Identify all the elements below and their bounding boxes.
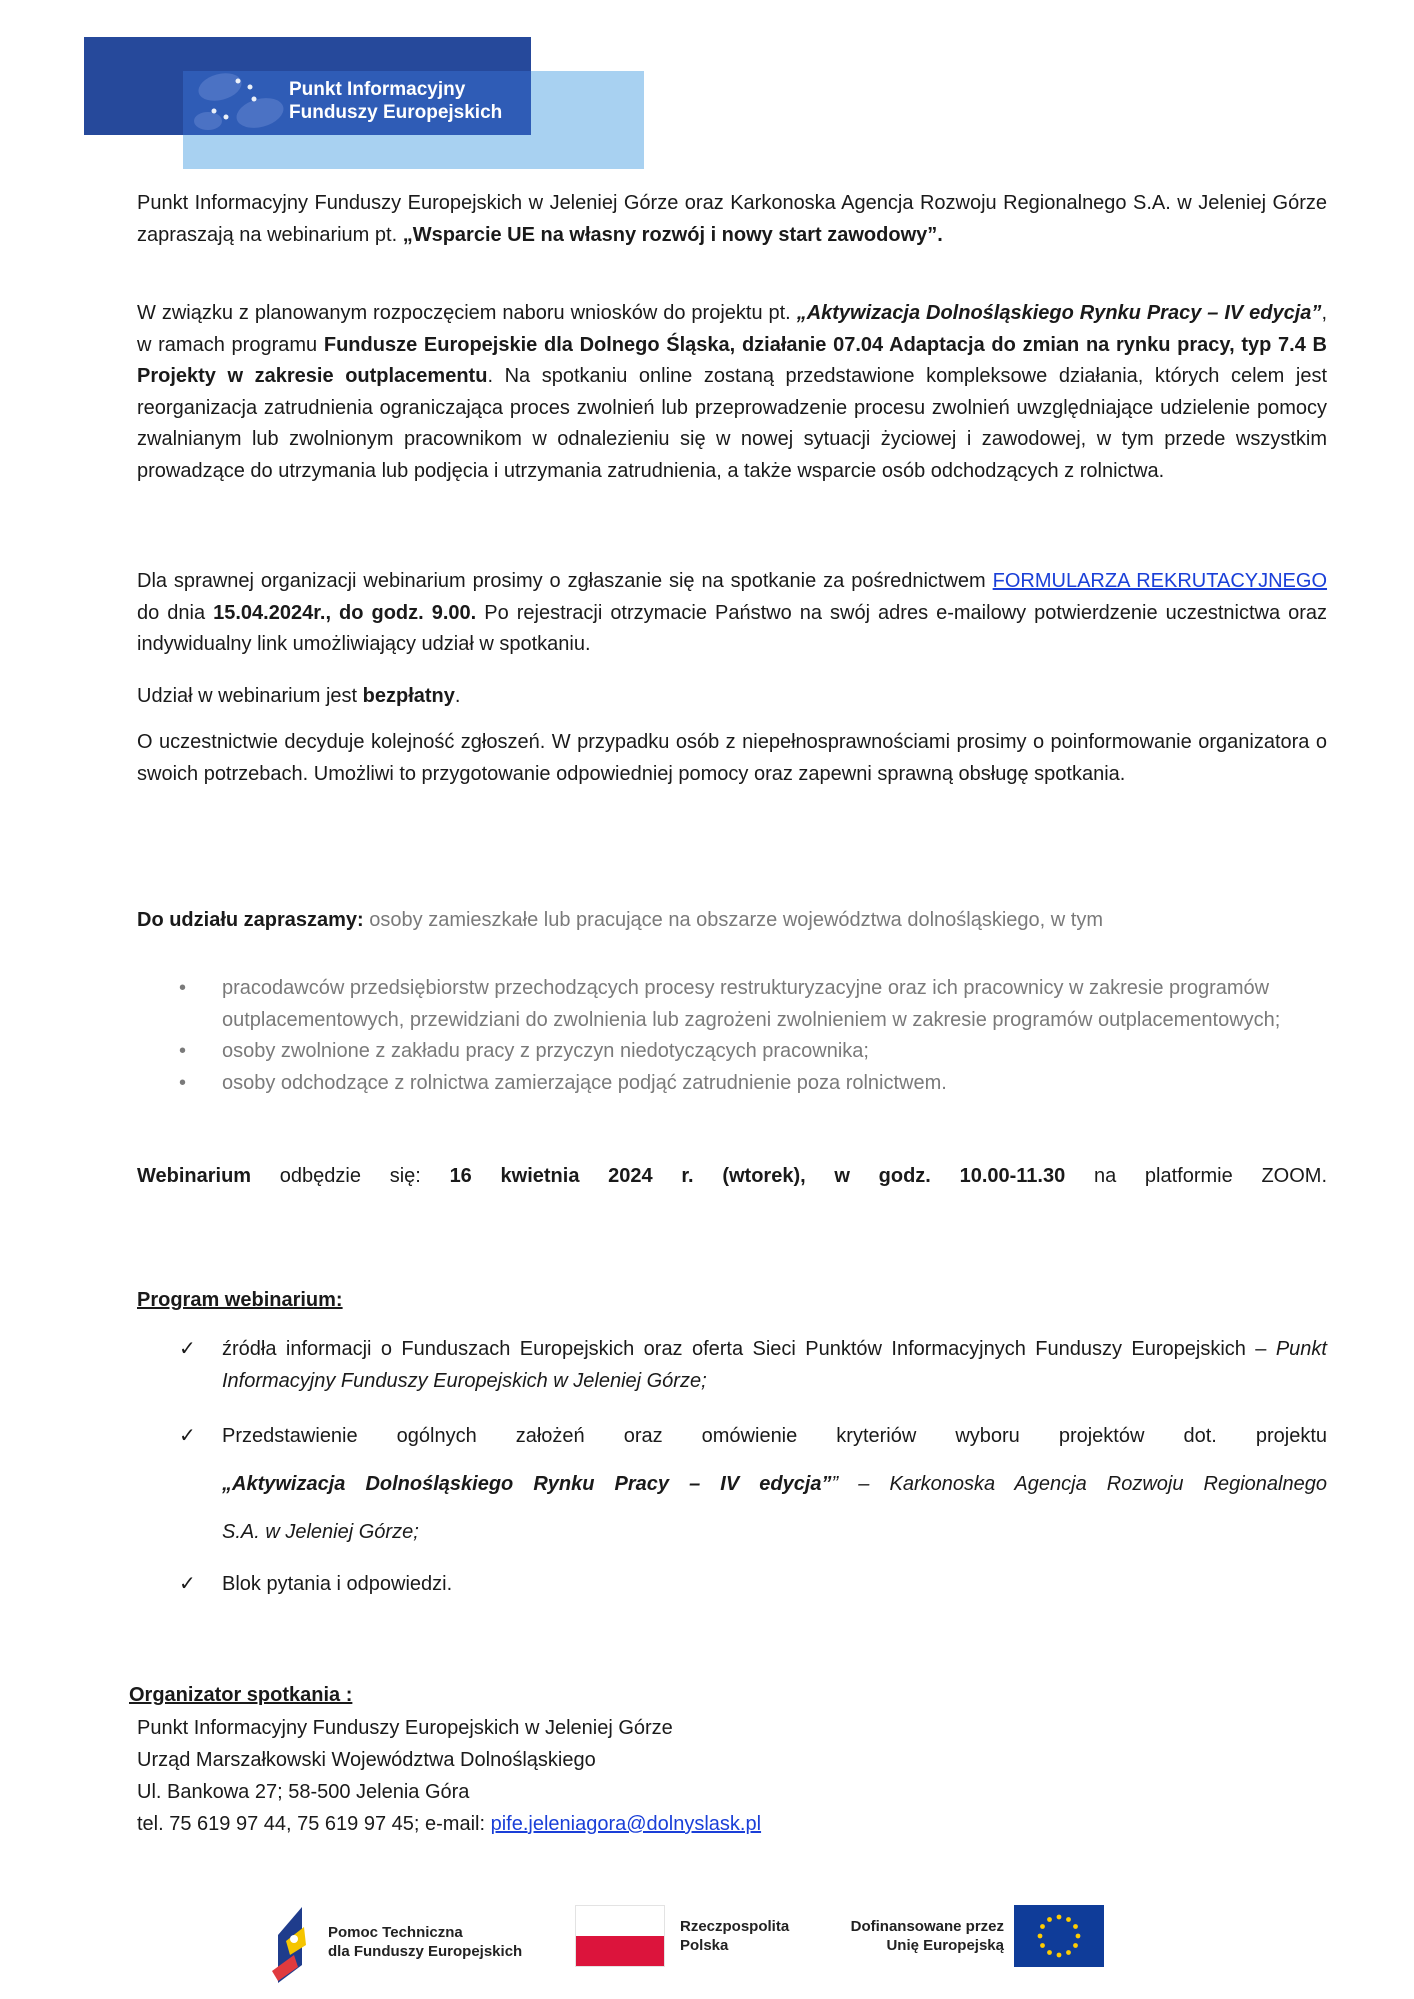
program-heading-text: Program webinarium: (137, 1289, 343, 1311)
free-end: . (454, 685, 461, 707)
eu-star-icon (1066, 1950, 1071, 1955)
program-item1-italic: Punkt Informacyjny Funduszy Europejskich w Jeleniej Górze; (222, 1338, 1327, 1392)
organizer-contact (137, 1808, 1327, 1840)
checkmark-icon: ✓ (179, 1425, 196, 1447)
program-item2-italic2: S.A. w Jeleniej Górze; (222, 1521, 419, 1543)
list-item-text: osoby zwolnione z zakładu pracy z przyczyn niedotyczących pracownika; (222, 1040, 869, 1062)
rzeczpospolita-logo (575, 1905, 815, 1985)
eu-star-icon (1040, 1924, 1045, 1929)
program-item2-line2 (222, 1460, 1327, 1508)
program-item2-italic: ” – Karkonoska Agencja Rozwoju Regionalnego (831, 1473, 1327, 1495)
ue-line1: Dofinansowane przez (850, 1918, 1004, 1935)
pt-line1: Pomoc Techniczna (328, 1924, 463, 1941)
eu-star-icon (1073, 1943, 1078, 1948)
free-word: bezpłatny (362, 685, 455, 707)
registration-lead: Dla sprawnej organizacji webinarium prosimy o zgłaszanie się na spotkanie za pośrednictwem (137, 570, 993, 592)
free-paragraph (137, 681, 1327, 713)
bullet-icon: • (179, 1040, 187, 1062)
order-paragraph: O uczestnictwie decyduje kolejność zgłoszeń. W przypadku osób z niepełnosprawnościami prosimy o poinformowanie organizatora o swoich potrzebach. Umożliwi to przygotowanie odpowiedniej pomocy oraz zapewni sprawną obsługę spotkania. (137, 731, 1327, 785)
program-item2-text: Przedstawienie ogólnych założeń oraz omówienie kryteriów wyboru projektów dot. projektu (222, 1425, 1327, 1447)
project-paragraph (137, 298, 1327, 487)
program-item1-text: źródła informacji o Funduszach Europejskich oraz oferta Sieci Punktów Informacyjnych Funduszy Europejskich – (222, 1338, 1276, 1360)
webinar-title: „Wsparcie UE na własny rozwój i nowy start zawodowy”. (402, 223, 943, 246)
free-lead: Udział w webinarium jest (137, 685, 363, 707)
registration-paragraph (137, 566, 1327, 661)
invite-paragraph (137, 905, 1327, 937)
eu-star-icon (1040, 1943, 1045, 1948)
invite-list (137, 973, 1327, 1099)
eu-star-icon (1057, 1915, 1062, 1920)
invite-text: osoby zamieszkałe lub pracujące na obszarze województwa dolnośląskiego, w tym (363, 909, 1103, 931)
stars-graphic-icon (190, 73, 286, 133)
ue-line2: Unię Europejską (886, 1937, 1004, 1954)
pife-logo (84, 37, 644, 169)
intro-paragraph (137, 188, 1327, 251)
organizer-line2: Urząd Marszałkowski Województwa Dolnośląskiego (137, 1749, 596, 1771)
eu-star-icon (1066, 1917, 1071, 1922)
list-item (137, 973, 1327, 1036)
bullet-icon: • (179, 977, 187, 999)
bullet-icon: • (179, 1071, 187, 1094)
program-item2-bold: „Aktywizacja Dolnośląskiego Rynku Pracy – IV edycja” (222, 1473, 832, 1495)
rp-line2: Polska (680, 1937, 729, 1954)
invite-label: Do udziału zapraszamy: (137, 909, 364, 931)
program-item-2 (137, 1412, 1327, 1556)
project-name: „Aktywizacja Dolnośląskiego Rynku Pracy – IV edycja” (796, 302, 1322, 324)
program-item-3 (137, 1569, 1327, 1601)
schedule-w2: odbędzie się: (251, 1165, 450, 1187)
list-item (137, 1068, 1327, 1100)
program-item3-text: Blok pytania i odpowiedzi. (222, 1573, 453, 1595)
schedule-w3: na platformie ZOOM. (1065, 1165, 1328, 1187)
list-item (137, 1036, 1327, 1068)
webinar-date: 16 kwietnia 2024 r. (wtorek), w godz. 10.00-11.30 (449, 1165, 1066, 1187)
email-link[interactable]: pife.jeleniagora@dolnyslask.pl (490, 1813, 762, 1835)
rp-line1: Rzeczpospolita (680, 1918, 790, 1935)
organizer-block (137, 1712, 1327, 1840)
eu-flag-icon (1014, 1905, 1104, 1967)
checkmark-icon: ✓ (179, 1338, 196, 1360)
program-item2-line3 (222, 1508, 1327, 1556)
eu-logo (834, 1905, 1114, 1985)
registration-form-link[interactable]: FORMULARZA REKRUTACYJNEGO (992, 570, 1328, 592)
registration-rest: Po rejestracji otrzymacie Państwo na swój adres e-mailowy potwierdzenie uczestnictwa oraz indywidualny link umożliwiający udział w spotkaniu. (137, 601, 1328, 655)
schedule-w1: Webinarium (137, 1165, 252, 1187)
pomoc-techniczna-logo (272, 1905, 552, 1985)
registration-mid: do dnia (137, 601, 214, 624)
organizer-line1: Punkt Informacyjny Funduszy Europejskich w Jeleniej Górze (137, 1717, 673, 1739)
intro-lead: Punkt Informacyjny Funduszy Europejskich w Jeleniej Górze oraz Karkonoska Agencja Rozwoju Regionalnego S.A. w Jeleniej Górze zapraszają na webinarium pt. (137, 192, 1327, 246)
polish-flag-icon (575, 1905, 665, 1967)
eu-star-icon (1047, 1950, 1052, 1955)
list-item-text: pracodawców przedsiębiorstw przechodzących procesy restrukturyzacyjne oraz ich pracownicy w zakresie programów outplacementowych, przewidziani do zwolnienia lub zagrożeni zwolnieniem w zakresie programów outplacementowych; (222, 977, 1281, 1031)
list-item-text: osoby odchodzące z rolnictwa zamierzające podjąć zatrudnienie poza rolnictwem. (222, 1071, 947, 1094)
program-item-1 (137, 1334, 1327, 1397)
program-heading (137, 1289, 1327, 1312)
logo-text-line2: Funduszy Europejskich (289, 102, 503, 123)
organizer-heading-text: Organizator spotkania : (129, 1684, 353, 1706)
project-description: . Na spotkaniu online zostaną przedstawione kompleksowe działania, których celem jest reorganizacja zatrudnienia ograniczająca proces zwolnień lub przeprowadzenie procesu zwolnień uwzględniające udzielenie pomocy zwalnianym lub zwolnionym pracownikom w odnalezieniu się w nowej sytuacji życiowej i zawodowej, w tym przede wszystkim prowadzące do utrzymania lub podjęcia i utrzymania zatrudnienia, a także wsparcie osób odchodzących z rolnictwa. (137, 365, 1328, 482)
eu-star-icon (1038, 1934, 1043, 1939)
fe-flag-icon (272, 1905, 320, 1985)
organizer-phone: tel. 75 619 97 44, 75 619 97 45; e-mail: (137, 1813, 491, 1835)
organizer-heading (129, 1680, 1319, 1712)
program-name: Fundusze Europejskie dla Dolnego Śląska, działanie 07.04 Adaptacja do zmian na rynku pracy, typ 7.4 B Projekty w zakresie outplacementu (137, 333, 1327, 387)
eu-star-icon (1057, 1953, 1062, 1958)
eu-star-icon (1047, 1917, 1052, 1922)
eu-star-icon (1076, 1934, 1081, 1939)
organizer-line3: Ul. Bankowa 27; 58-500 Jelenia Góra (137, 1781, 470, 1803)
checkmark-icon: ✓ (179, 1573, 196, 1595)
eu-star-icon (1073, 1924, 1078, 1929)
logo-text-line1: Punkt Informacyjny (289, 79, 466, 100)
schedule-paragraph (137, 1161, 1327, 1193)
registration-deadline: 15.04.2024r., do godz. 9.00. (213, 601, 477, 624)
project-lead: W związku z planowanym rozpoczęciem naboru wniosków do projektu pt. (137, 302, 797, 324)
project-mid: , w ramach programu (137, 302, 1327, 356)
pt-line2: dla Funduszy Europejskich (328, 1943, 523, 1960)
